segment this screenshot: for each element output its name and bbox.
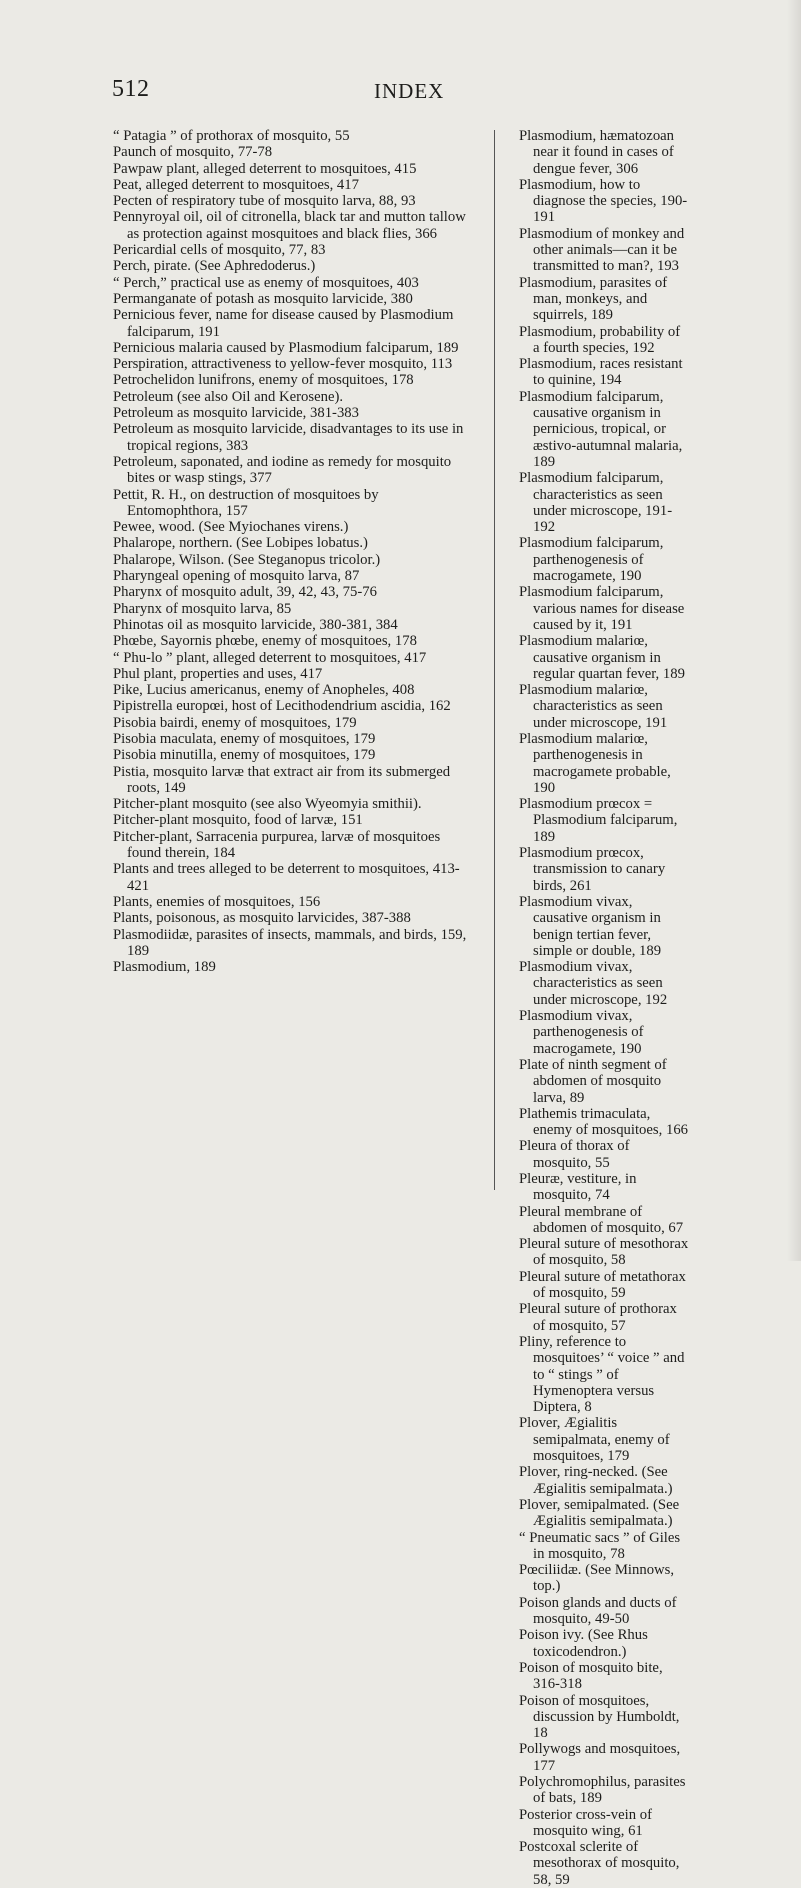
- index-entry: Pleural suture of metathorax of mosquito, 59: [519, 1268, 686, 1302]
- index-entry: Plasmodium, how to diagnose the species, 190-191: [519, 176, 688, 226]
- index-entry: Poison of mosquitoes, discussion by Humboldt, 18: [519, 1692, 680, 1742]
- index-entry: Plasmodium, parasites of man, monkeys, and squirrels, 189: [519, 274, 668, 324]
- page-edge-shadow: [787, 0, 801, 1261]
- index-entry: Plasmodium, hæmatozoan near it found in cases of dengue fever, 306: [519, 128, 675, 177]
- index-entry: Plover, ring-necked. (See Ægialitis semipalmata.): [519, 1464, 673, 1497]
- index-entry: Plover, Ægialitis semipalmata, enemy of mosquitoes, 179: [519, 1415, 670, 1465]
- index-entry: “ Patagia ” of prothorax of mosquito, 55: [113, 128, 350, 144]
- index-entry: Postcoxal sclerite of mesothorax of mosquito, 58, 59: [519, 1839, 680, 1888]
- index-entry: Pliny, reference to mosquitoes’ “ voice ” and to “ stings ” of Hymenoptera versus Diptera, 8: [519, 1333, 685, 1416]
- index-column-right: [519, 128, 689, 1888]
- index-entry: Pecten of respiratory tube of mosquito larva, 88, 93: [113, 193, 416, 210]
- index-entry: Pitcher-plant, Sarracenia purpurea, larvæ of mosquitoes found therein, 184: [113, 828, 441, 862]
- index-entry: Pewee, wood. (See Myiochanes virens.): [113, 519, 349, 536]
- index-entry: Paunch of mosquito, 77-78: [113, 144, 273, 161]
- index-entry: Poison of mosquito bite, 316-318: [519, 1659, 663, 1693]
- index-entry: Pharynx of mosquito larva, 85: [113, 600, 292, 617]
- index-entry: Plasmodium falciparum, parthenogenesis of macrogamete, 190: [519, 535, 664, 585]
- index-entry: Petroleum, saponated, and iodine as remedy for mosquito bites or wasp stings, 377: [113, 453, 452, 487]
- index-entry: Plants, enemies of mosquitoes, 156: [113, 893, 321, 910]
- index-entry: Plasmodium prœcox = Plasmodium falciparum, 189: [519, 796, 678, 845]
- index-entry: Plants, poisonous, as mosquito larvicides, 387-388: [113, 910, 411, 927]
- index-entry: Plasmodiidæ, parasites of insects, mammals, and birds, 159, 189: [113, 926, 467, 959]
- index-entry: Phœbe, Sayornis phœbe, enemy of mosquitoes, 178: [113, 633, 417, 650]
- index-entry: Pericardial cells of mosquito, 77, 83: [113, 242, 326, 259]
- index-entry: Petroleum as mosquito larvicide, 381-383: [113, 405, 359, 422]
- index-entry: Plasmodium of monkey and other animals—can it be transmitted to man?, 193: [519, 225, 685, 275]
- index-entry: Perch, pirate. (See Aphredoderus.): [113, 258, 316, 275]
- index-entry: Perspiration, attractiveness to yellow-fever mosquito, 113: [113, 356, 453, 373]
- index-entry: Poison ivy. (See Rhus toxicodendron.): [519, 1627, 648, 1660]
- column-divider: [494, 130, 495, 1190]
- index-entry: Pisobia maculata, enemy of mosquitoes, 179: [113, 730, 376, 747]
- index-entry: Pharynx of mosquito adult, 39, 42, 43, 75-76: [113, 584, 377, 601]
- index-entry: Plasmodium, probability of a fourth species, 192: [519, 323, 681, 356]
- index-entry: Plasmodium, races resistant to quinine, 194: [519, 356, 683, 389]
- page-number: 512: [112, 76, 150, 102]
- index-entry: Plasmodium, 189: [113, 959, 216, 976]
- running-title: INDEX: [374, 79, 445, 103]
- index-entry: Pœciliidæ. (See Minnows, top.): [519, 1562, 675, 1595]
- index-entry: Plathemis trimaculata, enemy of mosquitoes, 166: [519, 1105, 689, 1139]
- index-entry: Pleural suture of mesothorax of mosquito, 58: [519, 1236, 689, 1269]
- index-entry: Pike, Lucius americanus, enemy of Anopheles, 408: [113, 682, 415, 699]
- index-entry: Plasmodium malariœ, characteristics as seen under microscope, 191: [519, 682, 668, 731]
- index-entry: Phalarope, northern. (See Lobipes lobatus.): [113, 535, 368, 552]
- index-entry: Plasmodium malariœ, causative organism in regular quartan fever, 189: [519, 633, 685, 682]
- index-entry: Plasmodium falciparum, causative organism in pernicious, tropical, or æstivo-autumnal malaria, 189: [519, 388, 683, 470]
- index-entry: Pettit, R. H., on destruction of mosquitoes by Entomophthora, 157: [113, 486, 379, 519]
- index-entry: Plasmodium falciparum, various names for disease caused by it, 191: [519, 584, 685, 633]
- index-entry: Pistia, mosquito larvæ that extract air from its submerged roots, 149: [113, 763, 451, 796]
- index-entry: “ Pneumatic sacs ” of Giles in mosquito, 78: [519, 1529, 681, 1562]
- index-entry: Pernicious malaria caused by Plasmodium falciparum, 189: [113, 339, 459, 356]
- index-entry: Permanganate of potash as mosquito larvicide, 380: [113, 290, 413, 307]
- index-entry: Plasmodium vivax, characteristics as seen under microscope, 192: [519, 959, 668, 1008]
- index-entry: Poison glands and ducts of mosquito, 49-50: [519, 1594, 677, 1628]
- index-entry: Pitcher-plant mosquito (see also Wyeomyia smithii).: [113, 796, 422, 813]
- index-entry: Pleural suture of prothorax of mosquito, 57: [519, 1301, 677, 1334]
- index-entry: Pawpaw plant, alleged deterrent to mosquitoes, 415: [113, 160, 417, 177]
- index-entry: Polychromophilus, parasites of bats, 189: [519, 1773, 686, 1807]
- index-entry: Peat, alleged deterrent to mosquitoes, 417: [113, 176, 359, 193]
- index-entry: Plate of ninth segment of abdomen of mosquito larva, 89: [519, 1056, 667, 1106]
- index-entry: Phul plant, properties and uses, 417: [113, 665, 323, 682]
- index-column-left: [113, 128, 473, 975]
- index-entry: Plasmodium malariœ, parthenogenesis in macrogamete probable, 190: [519, 730, 671, 796]
- index-entry: Plover, semipalmated. (See Ægialitis semipalmata.): [519, 1496, 680, 1530]
- index-entry: Plasmodium vivax, parthenogenesis of macrogamete, 190: [519, 1008, 644, 1057]
- index-entry: Phinotas oil as mosquito larvicide, 380-381, 384: [113, 616, 398, 633]
- index-entry: Pernicious fever, name for disease caused by Plasmodium falciparum, 191: [113, 307, 454, 340]
- index-entry: Pollywogs and mosquitoes, 177: [519, 1741, 681, 1774]
- index-entry: Plasmodium falciparum, characteristics as seen under microscope, 191-192: [519, 470, 673, 536]
- index-entry: “ Phu-lo ” plant, alleged deterrent to mosquitoes, 417: [113, 649, 427, 666]
- index-entry: Pleura of thorax of mosquito, 55: [519, 1138, 630, 1171]
- index-entry: Plasmodium prœcox, transmission to canary birds, 261: [519, 845, 666, 894]
- index-entry: Plasmodium vivax, causative organism in benign tertian fever, simple or double, 189: [519, 893, 662, 959]
- page-header: [0, 76, 801, 110]
- index-entry: Pleuræ, vestiture, in mosquito, 74: [519, 1171, 637, 1204]
- index-entry: Pharyngeal opening of mosquito larva, 87: [113, 568, 360, 585]
- index-entry: Plants and trees alleged to be deterrent to mosquitoes, 413-421: [113, 861, 460, 894]
- index-entry: “ Perch,” practical use as enemy of mosquitoes, 403: [113, 274, 419, 291]
- index-entry: Phalarope, Wilson. (See Steganopus tricolor.): [113, 551, 381, 568]
- index-entry: Pleural membrane of abdomen of mosquito, 67: [519, 1203, 684, 1236]
- index-entry: Pennyroyal oil, oil of citronella, black tar and mutton tallow as protection against mosquitoes and black flies, 366: [113, 209, 466, 242]
- index-entry: Pisobia bairdi, enemy of mosquitoes, 179: [113, 714, 357, 731]
- index-entry: Pipistrella europœi, host of Lecithodendrium ascidia, 162: [113, 698, 451, 715]
- index-entry: Pitcher-plant mosquito, food of larvæ, 151: [113, 812, 363, 829]
- index-entry: Petroleum (see also Oil and Kerosene).: [113, 388, 344, 405]
- index-entry: Petrochelidon lunifrons, enemy of mosquitoes, 178: [113, 372, 414, 389]
- index-entry: Posterior cross-vein of mosquito wing, 61: [519, 1806, 652, 1839]
- index-entry: Pisobia minutilla, enemy of mosquitoes, 179: [113, 747, 376, 764]
- index-entry: Petroleum as mosquito larvicide, disadvantages to its use in tropical regions, 383: [113, 421, 464, 454]
